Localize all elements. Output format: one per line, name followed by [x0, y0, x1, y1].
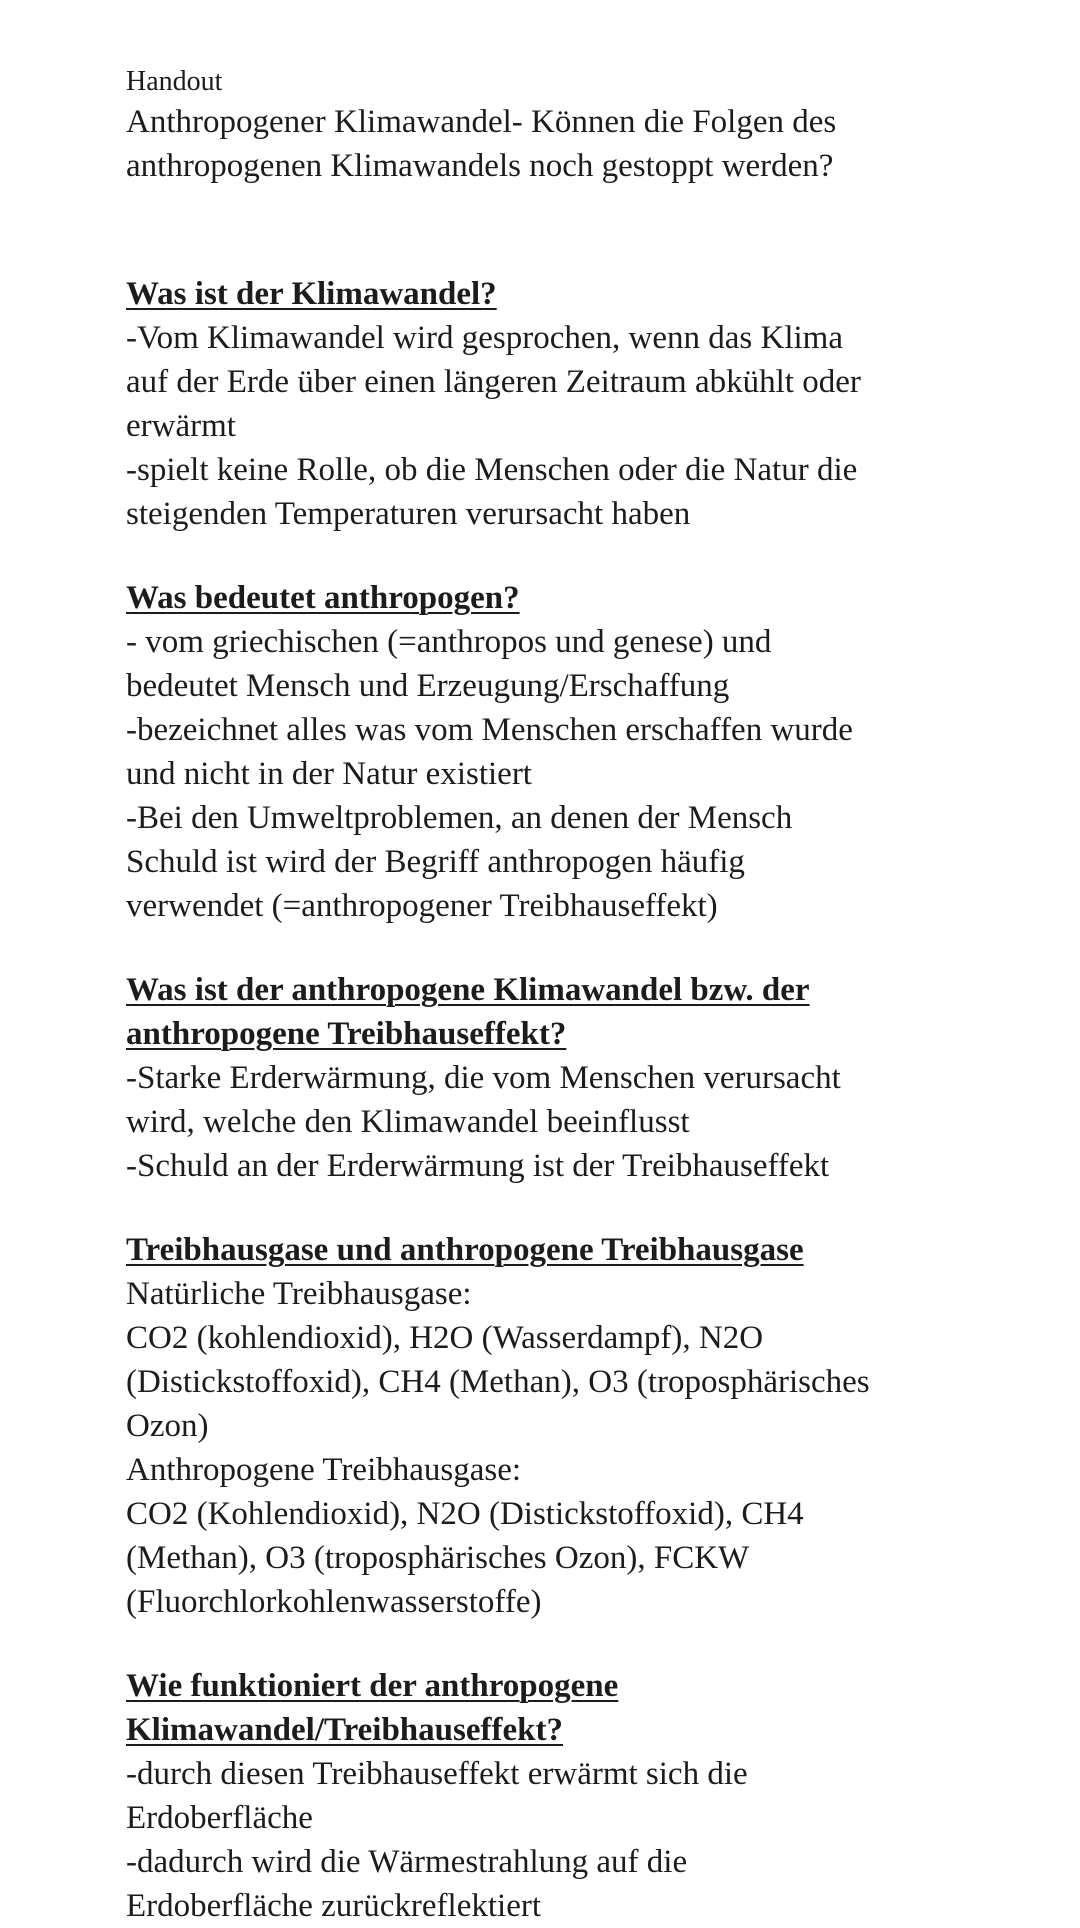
text-line: (Fluorchlorkohlenwasserstoffe): [126, 1584, 542, 1620]
document-title: [126, 100, 1026, 188]
text-line: (Distickstoffoxid), CH4 (Methan), O3 (troposphärisches: [126, 1364, 870, 1400]
text-line: -Vom Klimawandel wird gesprochen, wenn das Klima: [126, 320, 843, 356]
section-heading: anthropogene Treibhauseffekt?: [126, 1016, 567, 1052]
text-line: Erdoberfläche: [126, 1800, 313, 1836]
text-line: (Methan), O3 (troposphärisches Ozon), FCKW: [126, 1540, 750, 1576]
text-line: -bezeichnet alles was vom Menschen erschaffen wurde: [126, 712, 853, 748]
text-line: Ozon): [126, 1408, 209, 1444]
text-line: - vom griechischen (=anthropos und genese) und: [126, 624, 772, 660]
text-line: bedeutet Mensch und Erzeugung/Erschaffung: [126, 668, 730, 704]
document-label: Handout: [126, 66, 223, 97]
text-line: -spielt keine Rolle, ob die Menschen oder die Natur die: [126, 452, 858, 488]
text-line: CO2 (Kohlendioxid), N2O (Distickstoffoxid), CH4: [126, 1496, 804, 1532]
text-line: CO2 (kohlendioxid), H2O (Wasserdampf), N2O: [126, 1320, 764, 1356]
text-line: -Starke Erderwärmung, die vom Menschen verursacht: [126, 1060, 841, 1096]
text-line: Schuld ist wird der Begriff anthropogen häufig: [126, 844, 745, 880]
section-heading: Was ist der anthropogene Klimawandel bzw. der: [126, 972, 810, 1008]
text-line: auf der Erde über einen längeren Zeitraum abkühlt oder: [126, 364, 861, 400]
section-heading: Klimawandel/Treibhauseffekt?: [126, 1712, 563, 1748]
section-heading: Wie funktioniert der anthropogene: [126, 1668, 619, 1704]
title-line: Anthropogener Klimawandel- Können die Folgen des: [126, 104, 837, 140]
section-treibhausgase: [126, 1228, 1026, 1624]
section-anthropogen: [126, 576, 1026, 928]
text-line: -dadurch wird die Wärmestrahlung auf die: [126, 1844, 688, 1880]
section-klimawandel: [126, 272, 1026, 536]
text-line: steigenden Temperaturen verursacht haben: [126, 496, 691, 532]
text-line: Erdoberfläche zurückreflektiert: [126, 1888, 541, 1924]
section-heading: Treibhausgase und anthropogene Treibhausgase: [126, 1232, 804, 1268]
text-line: -Schuld an der Erderwärmung ist der Treibhauseffekt: [126, 1148, 830, 1184]
section-funktionsweise: [126, 1664, 1026, 1928]
text-line: -durch diesen Treibhauseffekt erwärmt sich die: [126, 1756, 748, 1792]
text-line: -Bei den Umweltproblemen, an denen der Mensch: [126, 800, 793, 836]
section-heading: Was ist der Klimawandel?: [126, 276, 497, 312]
section-anthropogener-klimawandel: [126, 968, 1026, 1188]
text-line: und nicht in der Natur existiert: [126, 756, 532, 792]
text-line: Natürliche Treibhausgase:: [126, 1276, 472, 1312]
section-heading: Was bedeutet anthropogen?: [126, 580, 520, 616]
text-line: erwärmt: [126, 408, 236, 444]
text-line: Anthropogene Treibhausgase:: [126, 1452, 522, 1488]
text-line: verwendet (=anthropogener Treibhauseffekt): [126, 888, 718, 924]
handout-document: [126, 64, 1026, 1928]
title-line: anthropogenen Klimawandels noch gestoppt werden?: [126, 148, 834, 184]
text-line: wird, welche den Klimawandel beeinflusst: [126, 1104, 690, 1140]
